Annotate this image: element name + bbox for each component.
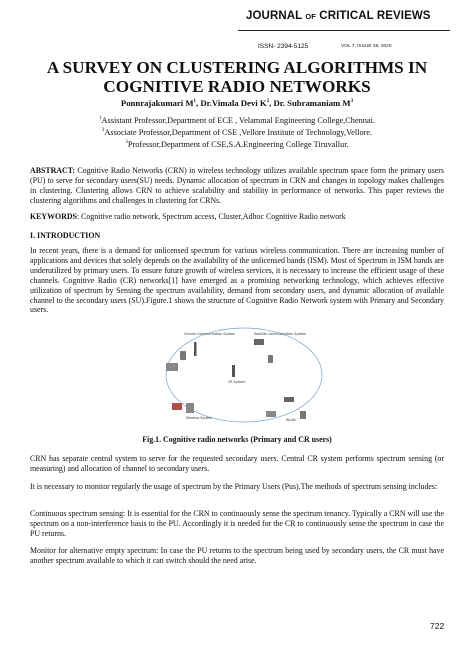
author-3-sup: 3 xyxy=(350,99,354,105)
label-cr-system: CR System xyxy=(228,380,246,384)
title-line-1: A SURVEY ON CLUSTERING ALGORITHMS IN xyxy=(46,58,428,77)
title-line-2: COGNITIVE RADIO NETWORKS xyxy=(103,77,371,96)
journal-main: JOURNAL xyxy=(246,10,303,22)
paper-title xyxy=(30,58,444,96)
header-rule xyxy=(238,30,450,31)
label-cellular: Cellular Communication System xyxy=(184,332,236,336)
journal-rest: CRITICAL REVIEWS xyxy=(319,10,431,22)
journal-of: OF xyxy=(305,12,316,21)
label-wlan: WLAN xyxy=(286,418,296,422)
journal-name xyxy=(246,10,446,22)
author-list xyxy=(30,98,444,108)
affiliation-3-text: Professor,Department of CSE,S.A.Engineering College Tiruvallur. xyxy=(127,139,349,149)
wlan-router xyxy=(284,397,294,402)
satellite-phone xyxy=(268,355,273,363)
cr-base-station xyxy=(232,365,235,377)
body-paragraph-1: CRN has separate central system to serve for the requested secondary users. Central CR system performs spectrum sensing (or measuring) and allocation of channel to secondary users. xyxy=(30,454,444,473)
abstract-text: Cognitive Radio Networks (CRN) in wireless technology utilizes available spectrum space form the primary users (PU) to serve for secondary users(SU) needs. Dynamic allocation of spectrum in CRN and changes in topology makes challenges in clustering. Clustering allows CRN to achieve scalability and stability in performance of networks. This paper reviews the clustering algorithms and challenges in clustering for CRNs. xyxy=(30,166,444,205)
body-paragraph-3: Continuous spectrum sensing: It is essential for the CRN to continuously sense the spectrum tenancy. Typically a CRN will use the spectrum on a non-interference basis to the PU. Accordingly it is needed for the CR to continuously sense the spectrum in case the PU returns. xyxy=(30,509,444,538)
author-2-sup: 2 xyxy=(266,99,270,105)
wireless-devices xyxy=(172,403,182,410)
keywords xyxy=(30,212,444,222)
author-3: , Dr. Subramaniam M xyxy=(269,98,351,108)
body-paragraph-2: It is necessary to monitor regularly the usage of spectrum by the Primary Users (Pus).The methods of spectrum sensing includes: xyxy=(30,482,438,491)
keywords-text: : Cognitive radio network, Spectrum access, Cluster,Adhoc Cognitive Radio network xyxy=(76,212,346,221)
affiliation-1-text: Assistant Professor,Department of ECE , Velammal Engineering College,Chennai. xyxy=(101,115,375,125)
figure-caption: Fig.1. Cognitive radio networks (Primary and CR users) xyxy=(142,435,332,444)
figure-crn-diagram xyxy=(156,325,326,425)
crn-diagram-svg xyxy=(156,325,326,425)
affiliation-2-sup: 2 xyxy=(101,128,105,133)
laptop-left xyxy=(166,363,178,371)
abstract xyxy=(30,166,444,206)
affiliation-3 xyxy=(30,137,444,151)
cellular-phone xyxy=(180,351,186,360)
author-2: , Dr.Vimala Devi K xyxy=(196,98,267,108)
affiliation-3-sup: 3 xyxy=(125,140,128,145)
issn: ISSN- 2394-5125 xyxy=(258,43,309,50)
abstract-label: ABSTRACT: xyxy=(30,166,76,175)
section-heading-introduction: I. INTRODUCTION xyxy=(30,231,101,240)
volume-issue: VOL 7, ISSUE 19, 2020 xyxy=(341,44,392,49)
cellular-tower xyxy=(194,342,197,356)
affiliation-1-sup: 1 xyxy=(99,116,102,121)
author-1-sup: 1 xyxy=(193,99,197,105)
keywords-label: KEYWORDS xyxy=(30,212,77,221)
affiliation-2-text: Associate Professor,Department of CSE ,Vellore Institute of Technology,Vellore. xyxy=(104,127,373,137)
wireless-server xyxy=(186,403,194,413)
wlan-laptop xyxy=(266,411,276,417)
page-number: 722 xyxy=(430,621,445,631)
intro-paragraph: In recent years, there is a demand for unlicensed spectrum for various wireless communication. There are increasing number of applications and devices that solely depends on the availability of the unlicensed bands (ISM). Most of Spectrum in ISM bands are underutilized by primary users. To ensure future growth of wireless services, it is necessary to increase the efficient usage of these channels. Cognitive Radio (CR) networks[1] have emerged as a promising networking technology, which achieves effective utilization of spectrum by Sensing the spectrum availability, demand from secondary users, and dynamic allocation of available channel to the secondary users (SU).Figure.1 shows the structure of Cognitive Radio Network system with Primary and Secondary users. xyxy=(30,246,444,315)
wlan-pda xyxy=(300,411,306,419)
author-1: Ponnrajakumari M xyxy=(120,98,194,108)
satellite-dish xyxy=(254,339,264,345)
label-wireless: Wireless System xyxy=(186,416,213,420)
body-paragraph-4: Monitor for alternative empty spectrum: In case the PU returns to the spectrum being used by secondary users, the CR must have another spectrum available to which it can switch should the need arise. xyxy=(30,546,444,565)
label-satellite: Satellite Communication System xyxy=(254,332,307,336)
